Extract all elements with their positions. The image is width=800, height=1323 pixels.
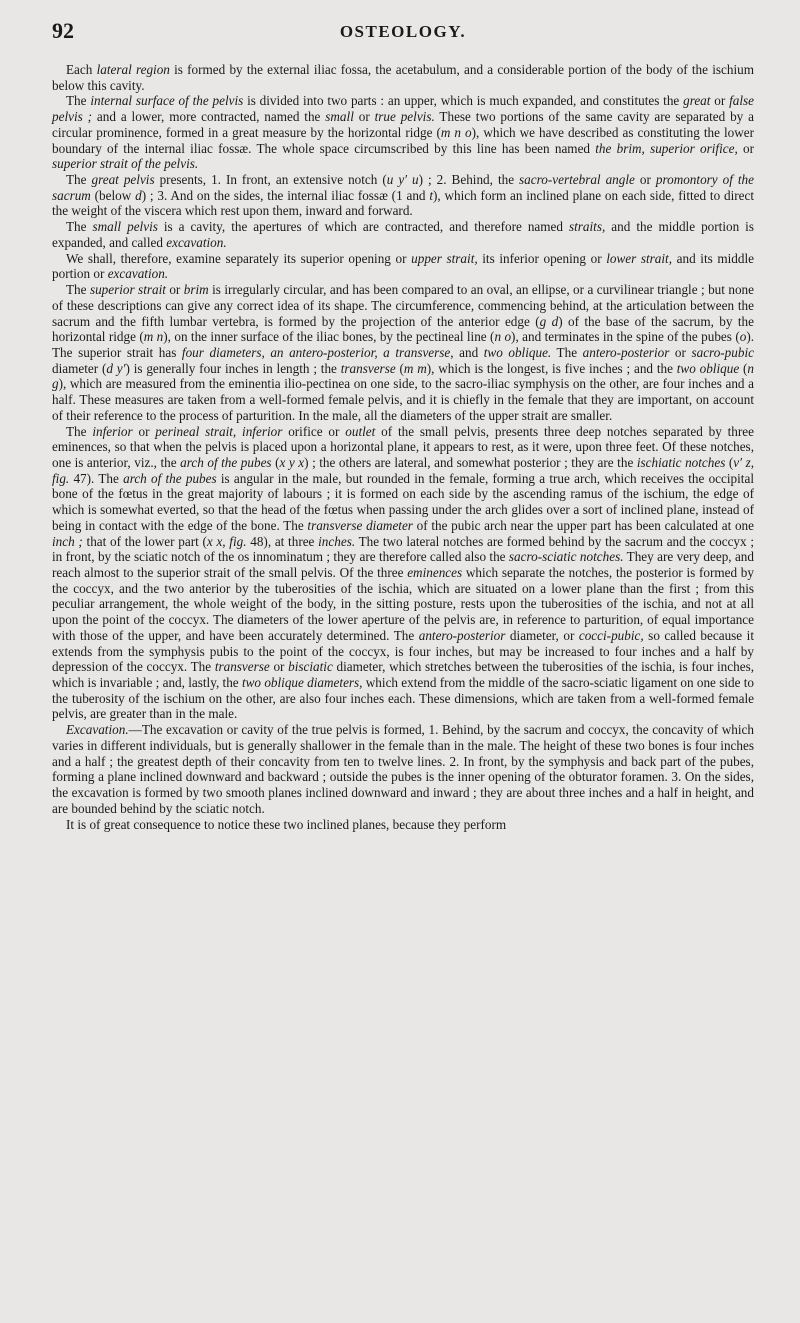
italic-text: sacro-sciatic notches. [508, 549, 624, 565]
paragraph [52, 219, 754, 250]
text-run: or [710, 93, 730, 109]
italic-text: ischiatic notches [636, 454, 726, 470]
text-run: so called because it extends from the symphysis pubis to the point of the coccyx, is four inches, but may be increased to four inches and a half by depression of the coccyx. The [52, 627, 754, 675]
text-run: presents, 1. In front, an extensive notch ( [154, 172, 387, 188]
italic-text: small [325, 109, 354, 125]
italic-text: internal surface of the pelvis [90, 93, 244, 109]
italic-text: promontory of the sacrum [52, 172, 754, 203]
italic-text: lower strait, [606, 250, 673, 266]
text-run: ). The superior strait has [52, 329, 755, 360]
italic-text: antero-posterior [418, 627, 506, 643]
text-run: It is of great consequence to notice these two inclined planes, because they perform [66, 816, 507, 832]
text-run: is irregularly circular, and has been compared to an oval, an ellipse, or a curvilinear triangle ; but none of these descriptions can give any correct idea of its shape. The circumference, commencing behind, at the articulation between the sacrum and the fifth lumbar vertebra, is formed by the projection of the anterior edge ( [52, 282, 754, 329]
text-run: The [66, 219, 93, 235]
text-run: ) of the base of the sacrum, by the horizontal ridge ( [52, 313, 754, 345]
italic-text: inferior [92, 423, 133, 439]
text-run: ), which we have described as constituting the lower boundary of the internal iliac fossæ. The whole space circumscribed by this line has been named [52, 124, 755, 156]
italic-text: eminences [407, 565, 463, 580]
text-run: and the middle portion is expanded, and called [52, 219, 754, 250]
italic-text: v′ z, fig. [52, 454, 755, 486]
page-number: 92 [52, 18, 74, 43]
text-run: ( [271, 454, 280, 470]
italic-text: m n o [440, 124, 472, 140]
italic-text: great [683, 93, 711, 109]
text-run: ( [725, 454, 734, 470]
text-run: ) ; 3. And on the sides, the internal iliac fossæ (1 and [141, 187, 430, 203]
italic-text: transverse [214, 659, 270, 675]
italic-text: the brim, superior orifice, [595, 140, 738, 156]
text-run: diameter, which stretches between the tuberosities of the ischia, is four inches, which is invariable ; and, lastly, the [52, 659, 754, 691]
text-run: The [551, 344, 583, 360]
italic-text: two oblique. [483, 344, 552, 360]
italic-text: transverse [340, 360, 396, 376]
italic-text: excavation. [107, 266, 169, 282]
italic-text: sacro-pubic [691, 344, 754, 360]
text-run: that of the lower part ( [82, 533, 207, 549]
italic-text: u y′ u [386, 172, 419, 188]
italic-text: m n [143, 329, 164, 345]
italic-text: x y x [279, 454, 305, 470]
text-run: ), which are measured from the eminentia ilio-pectinea on one side, to the sacro-iliac symphysis on the other, are four inches and a half. These measures are taken from a well-formed female pelvis, and it is chiefly in the female that they are important, on account of their reference to the process of parturition. In the male, all the diameters of the upper strait are smaller. [52, 376, 754, 423]
text-run: or [353, 109, 375, 125]
italic-text: four diameters, an antero-posterior, a transverse, [181, 344, 454, 360]
italic-text: n g [52, 360, 754, 392]
body-text [52, 62, 754, 832]
text-run: and [453, 344, 484, 360]
italic-text: superior strait [89, 282, 166, 298]
italic-text: sacro-vertebral angle [519, 172, 635, 188]
text-run: or [669, 344, 692, 360]
italic-text: transverse diameter [307, 517, 413, 533]
text-run: is a cavity, the apertures of which are contracted, and therefore named [157, 219, 569, 235]
paragraph [52, 251, 754, 282]
text-run: of the pubic arch near the upper part has been calculated at one [412, 517, 754, 533]
text-run: The [66, 282, 90, 298]
text-run: diameter ( [52, 360, 107, 376]
italic-text: cocci-pubic, [578, 627, 644, 643]
text-run: is angular in the male, but rounded in the female, forming a true arch, which receives the occipital bone of the fœtus in the great majority of labours ; it is formed on each side by the ascending ramus of the ischium, the edge of which is somewhat everted, so that the head of the fœtus when passing under the arch glides over a sort of inclined plane, instead of being in contact with the edge of the bone. The [52, 470, 754, 533]
text-run: ) ; the others are lateral, and somewhat posterior ; they are the [304, 454, 637, 470]
italic-text: two oblique diameters, [241, 675, 363, 691]
italic-text: great pelvis [91, 172, 155, 188]
italic-text: excavation. [166, 234, 227, 250]
italic-text: n o [494, 329, 512, 345]
italic-text: t [429, 187, 434, 203]
italic-text: arch of the pubes [123, 470, 217, 486]
text-run: ), on the inner surface of the iliac bones, by the pectineal line ( [163, 329, 495, 345]
text-run: We shall, therefore, examine separately its superior opening or [66, 250, 412, 266]
italic-text: true pelvis. [374, 109, 435, 125]
text-run: ( [739, 360, 748, 376]
text-run: —The excavation or cavity of the true pelvis is formed, 1. Behind, by the sacrum and coccyx, the concavity of which varies in different individuals, but is generally shallower in the female than in the male. The height of these two bones is four inches and a half ; the greatest depth of their concavity from ten to twelve lines. 2. In front, by the symphysis and back part of the pubes, forming a plane inclined downward and backward ; outside the pubes is the inner opening of the obturator foramen. 3. On the sides, the excavation is formed by two smooth planes inclined downward and inward ; they are about three inches and a half in height, and are bounded behind by the sciatic notch. [52, 722, 754, 816]
text-run: The [66, 423, 93, 439]
italic-text: brim [183, 282, 209, 298]
italic-text: x x, fig. [206, 533, 247, 549]
running-head: OSTEOLOGY. [339, 22, 467, 41]
italic-text: Excavation. [66, 722, 129, 738]
text-run: Each [66, 62, 97, 77]
paragraph [52, 817, 754, 833]
paragraph [52, 424, 754, 723]
italic-text: inch ; [52, 533, 83, 549]
text-run: or [269, 659, 289, 675]
paragraph [52, 172, 754, 219]
text-run: ), which form an inclined plane on each side, fitted to direct the weight of the viscera which rest upon them, inward and forward. [52, 187, 754, 219]
italic-text: arch of the pubes [180, 454, 272, 470]
italic-text: d [135, 187, 142, 203]
text-run: of the small pelvis, presents three deep notches separated by three eminences, so that when the pelvis is placed upon a horizontal plane, it appears to rest, as it were, upon three feet. Of these notches, one is anterior, viz., the [52, 423, 755, 470]
italic-text: small pelvis [92, 219, 158, 235]
text-run: is formed by the external iliac fossa, the acetabulum, and a considerable portion of the body of the ischium below this cavity. [52, 62, 754, 93]
paragraph [52, 722, 754, 816]
text-run: which extend from the middle of the sacro-sciatic ligament on one side to the tuberosity of the ischium on the other, are also four inches each. These dimensions, which are taken from a well-formed female pelvis, are greater than in the male. [52, 675, 754, 722]
text-run: ( [395, 360, 404, 376]
text-run: 47). The [69, 470, 124, 486]
italic-text: outlet [345, 423, 376, 439]
text-run: or [165, 282, 184, 298]
text-run: diameter, or [505, 627, 579, 643]
italic-text: superior strait of the pelvis. [52, 156, 199, 172]
italic-text: straits, [569, 219, 606, 235]
paragraph [52, 62, 754, 93]
paragraph [52, 93, 754, 172]
text-run: or [634, 172, 656, 188]
italic-text: antero-posterior [582, 344, 670, 360]
text-run: ) is generally four inches in length ; the [125, 360, 341, 376]
text-run: 48), at three [246, 533, 319, 549]
page-header [52, 18, 754, 52]
text-run: its inferior opening or [477, 250, 607, 266]
text-run: or [132, 423, 156, 439]
italic-text: o [739, 329, 747, 345]
text-run: ), and terminates in the spine of the pubes ( [511, 329, 740, 345]
text-run: The two lateral notches are formed behind by the sacrum and the coccyx ; in front, by the sciatic notch of the os innominatum ; they are therefore called also the [52, 533, 754, 565]
text-run: which separate the notches, the posterior is formed by the coccyx, and the two anterior by the tuberosities of the ischia, which are situated on a lower plane than the first ; from this peculiar arrangement, the whole weight of the body, in the sitting posture, rests upon the tuberosities of the ischia, and not at all upon the point of the coccyx. The diameters of the lower aperture of the pelvis are, in reference to parturition, of equal importance with those of the upper, and have been accurately determined. The [52, 565, 754, 643]
italic-text: inches. [318, 533, 356, 549]
text-run: or [737, 140, 754, 156]
text-run: and its middle portion or [52, 250, 754, 282]
text-run: (below [90, 187, 136, 203]
text-run: These two portions of the same cavity are separated by a circular prominence, formed in a great measure by the horizontal ridge ( [52, 109, 754, 140]
italic-text: d y′ [106, 360, 126, 376]
text-run: is divided into two parts : an upper, which is much expanded, and constitutes the [243, 93, 684, 109]
italic-text: lateral region [96, 62, 170, 77]
text-run: and a lower, more contracted, named the [92, 109, 326, 125]
text-run: They are very deep, and reach almost to the superior strait of the small pelvis. Of the three [52, 549, 754, 580]
text-run: ) ; 2. Behind, the [418, 172, 520, 188]
italic-text: perineal strait, inferior [155, 423, 283, 439]
paragraph [52, 282, 754, 423]
italic-text: bisciatic [288, 659, 333, 675]
italic-text: g d [539, 313, 559, 329]
text-run: orifice or [282, 423, 346, 439]
italic-text: two oblique [676, 360, 740, 376]
text-run: The [66, 93, 91, 109]
text-run: The [66, 172, 92, 188]
text-run: ), which is the longest, is five inches ; and the [426, 360, 677, 376]
italic-text: false pelvis ; [52, 93, 754, 125]
italic-text: upper strait, [411, 250, 478, 266]
italic-text: m m [403, 360, 427, 376]
